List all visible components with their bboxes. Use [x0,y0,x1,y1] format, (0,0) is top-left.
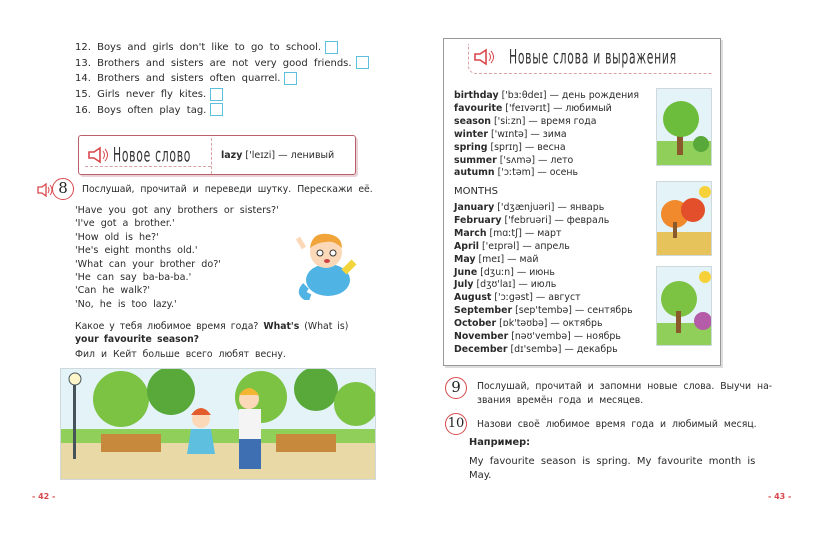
season-words-list [454,90,639,180]
dialogue-line: 'He can say ba-ba-ba.' [75,272,192,283]
vocab-transcription: ['ɔːtəm] [497,167,535,179]
vocab-entry [454,305,633,318]
vocab-word: October [454,318,497,330]
vocab-transcription: ['siːzn] [493,115,526,127]
vocab-transcription: [meɪ] [478,253,505,265]
vocab-word: favourite [454,102,503,114]
vocab-entry [454,215,633,228]
vocab-word: March [454,227,487,239]
spring-tree-picture [656,266,712,346]
vocab-transcription: ['dʒænjuəri] [497,202,555,213]
dialogue-line: 'How old is he?' [75,231,159,243]
statement-item [75,40,338,56]
exercise-9-number: 9 [445,377,467,399]
vocab-translation: — любимый [553,102,612,114]
answer-checkbox[interactable] [210,103,223,116]
new-word: lazy [221,150,243,161]
vocab-entry [454,292,633,305]
vocab-translation: — декабрь [564,343,618,355]
favourite-season-answer: Фил и Кейт больше всего любят весну. [75,349,286,360]
vocab-entry [454,103,639,116]
vocab-transcription: ['feɪvərɪt] [505,102,551,114]
vocab-word: November [454,331,509,343]
exercise-9-instruction-line2: звания времён года и месяцев. [477,395,644,406]
vocab-translation: — сентябрь [574,305,633,317]
example-label: Например: [469,437,531,448]
autumn-tree-picture [656,181,712,256]
dialogue-line: 'No, he is too lazy.' [75,298,177,310]
answer-checkbox[interactable] [325,41,338,54]
statement-item [75,71,297,87]
vocab-translation: — март [524,227,562,239]
summer-tree-picture [656,88,712,166]
vocab-entry [454,202,633,215]
speaker-icon[interactable] [87,146,109,167]
statement-text: 15. Girls never fly kites. [75,89,207,101]
statement-text: 16. Boys often play tag. [75,104,207,116]
vocab-transcription: ['eɪprəl] [482,240,520,252]
vocab-translation: — июнь [516,266,555,278]
new-word-transcription: ['leɪzi] [245,150,276,161]
vocab-entry [454,267,633,280]
vocab-entry [454,90,639,103]
vocab-transcription: ['ɔːgəst] [494,292,533,304]
vocab-word: birthday [454,90,499,101]
months-list [454,202,633,357]
vocab-entry [454,254,633,267]
vocab-translation: — весна [524,141,566,153]
vocab-translation: — февраль [554,214,610,226]
vocab-translation: — апрель [522,240,570,252]
vocab-word: summer [454,154,497,166]
page-number-right: - 43 - [768,492,792,501]
vocab-word: season [454,115,491,127]
vocab-word: December [454,343,508,355]
example-line1: My favourite season is spring. My favourite month is [469,456,756,467]
vocab-transcription: [ɒk'təʊbə] [499,318,548,330]
months-heading: MONTHS [454,186,498,197]
vocab-transcription: ['sʌmə] [499,154,535,166]
vocab-entry [454,228,633,241]
vocab-entry [454,129,639,142]
vocab-translation: — октябрь [550,318,603,330]
statement-item [75,103,223,119]
vocab-translation: — август [535,292,581,304]
vocab-translation: — осень [537,167,579,179]
vocab-word: January [454,202,495,213]
vocab-transcription: [dɪ'sembə] [510,343,562,355]
dialogue-line: 'I've got a brother.' [75,218,175,230]
park-illustration [60,368,376,480]
new-word-translation: — ленивый [278,150,335,161]
vocab-translation: — май [507,253,539,265]
vocab-entry [454,167,639,180]
audio-icon[interactable] [37,183,53,200]
statement-item [75,56,369,72]
exercise-8-instruction: Послушай, прочитай и переведи шутку. Перескажи её. [82,184,373,195]
vocab-entry [454,344,633,357]
vocab-word: August [454,292,492,304]
vocab-entry [454,279,633,292]
statement-text: 13. Brothers and sisters are not very good friends. [75,57,352,69]
vocab-translation: — июль [518,279,557,291]
vocab-translation: — лето [537,154,574,166]
dialogue-line: 'Can he walk?' [75,285,151,297]
example-line2: May. [469,470,492,481]
dialogue-line: 'He's eight months old.' [75,245,198,257]
speaker-icon[interactable] [473,48,497,69]
vocab-word: autumn [454,167,495,179]
answer-checkbox[interactable] [284,72,297,85]
vocab-transcription: ['wɪntə] [491,128,528,140]
new-word-box [78,135,356,175]
page-number-left: - 42 - [32,492,56,501]
exercise-9-instruction-line1: Послушай, прочитай и запомни новые слова. Выучи на- [477,381,773,392]
vocab-translation: — зима [530,128,567,140]
vocab-word: June [454,266,478,278]
vocab-translation: — день рождения [549,90,639,101]
vocab-entry [454,116,639,129]
statement-item [75,87,223,103]
answer-checkbox[interactable] [356,56,369,69]
vocab-entry [454,318,633,331]
exercise-10-instruction: Назови своё любимое время года и любимый месяц. [477,419,757,430]
vocab-entry [454,155,639,168]
exercise-10-number: 10 [445,413,467,435]
baby-illustration [292,228,362,300]
vocab-entry [454,331,633,344]
vocabulary-title-banner [468,44,712,74]
statement-text: 12. Boys and girls don't like to go to school. [75,42,322,53]
new-word-title: Новое слово [113,143,192,167]
vocabulary-title: Новые слова и выражения [509,45,677,69]
vocab-word: July [454,279,474,291]
vocab-entry [454,142,639,155]
answer-checkbox[interactable] [210,88,223,101]
vocab-word: spring [454,141,488,153]
exercise-8-number: 8 [52,178,74,200]
vocab-transcription: ['februəri] [504,214,552,226]
vocab-translation: — время года [528,115,597,127]
vocab-transcription: [sprɪŋ] [490,141,522,153]
vocab-translation: — ноябрь [573,331,621,343]
vocab-entry [454,241,633,254]
vocab-translation: — январь [557,202,605,213]
vocab-transcription: ['bɜːθdeɪ] [501,90,547,101]
vocab-transcription: [mɑːtʃ] [489,227,522,239]
statement-text: 14. Brothers and sisters often quarrel. [75,73,281,85]
dialogue-line: 'Have you got any brothers or sisters?' [75,205,279,216]
dialogue-line: 'What can your brother do?' [75,258,221,270]
vocab-word: April [454,240,480,252]
vocab-transcription: [nəʊ'vembə] [511,331,571,343]
vocab-word: May [454,253,476,265]
vocab-word: February [454,214,502,226]
vocab-transcription: [dʒuːn] [480,266,514,278]
vocab-word: winter [454,128,489,140]
vocab-transcription: [sep'tembə] [515,305,572,317]
vocab-word: September [454,305,513,317]
vocab-transcription: [dʒʊ'laɪ] [476,279,516,291]
favourite-season-question: Какое у тебя любимое время года? What's (What is) your favourite season? [75,321,349,345]
